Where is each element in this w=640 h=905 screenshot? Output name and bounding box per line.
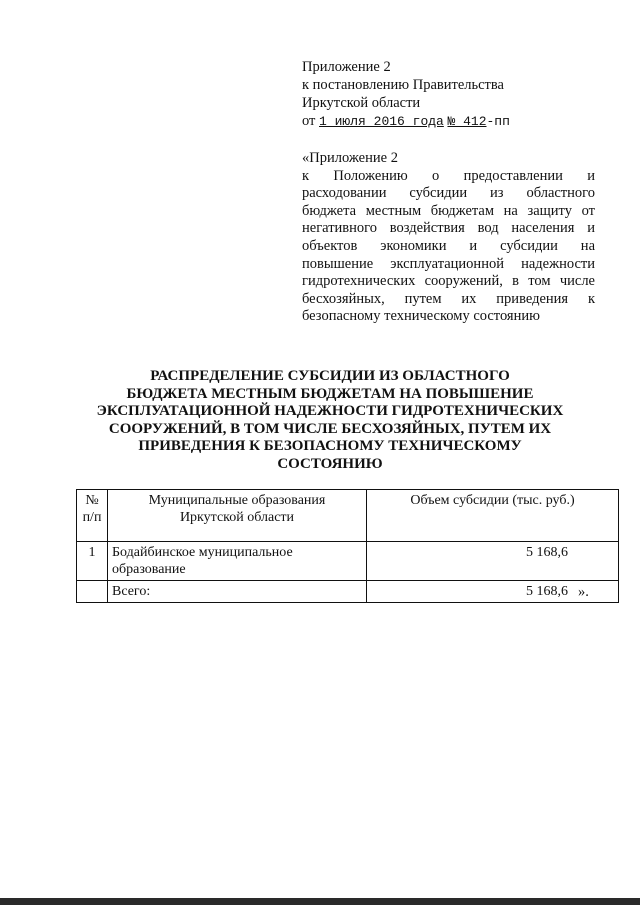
row-municipality-line-2: образование: [112, 562, 186, 577]
appendix-line-10: безопасному техническому состоянию: [302, 308, 540, 325]
row-municipality: [108, 542, 367, 581]
appendix-line-9: бесхозяйных, путем их приведения к: [302, 290, 595, 307]
approval-line-1: Приложение 2: [302, 59, 391, 75]
total-number: [77, 581, 108, 603]
appendix-line-6: объектов экономики и субсидии на: [302, 237, 595, 254]
header-municipality-line-2: Иркутской области: [179, 510, 295, 525]
header-number-cell: [77, 490, 108, 542]
header-amount-cell: [367, 490, 619, 542]
approval-number-suffix: -пп: [486, 114, 510, 129]
approval-line-3: Иркутской области: [302, 95, 421, 111]
row-municipality-line-1: Бодайбинское муниципальное: [112, 545, 293, 560]
appendix-line-1: «Приложение 2: [302, 150, 398, 166]
document-title: [80, 368, 580, 474]
title-line-6: СОСТОЯНИЮ: [277, 455, 383, 472]
header-amount: Объем субсидии (тыс. руб.): [410, 493, 575, 508]
approval-line-2: к постановлению Правительства: [302, 77, 504, 93]
approval-header: [302, 58, 602, 131]
approval-date-prefix: от: [302, 113, 316, 129]
approval-number: № 412: [447, 114, 487, 129]
title-line-1: РАСПРЕДЕЛЕНИЕ СУБСИДИИ ИЗ ОБЛАСТНОГО: [150, 368, 510, 384]
table-header-row: [77, 490, 619, 542]
header-municipality-line-1: Муниципальные образования: [148, 493, 326, 508]
scan-edge-bar: [0, 898, 640, 905]
title-line-4: СООРУЖЕНИЙ, В ТОМ ЧИСЛЕ БЕСХОЗЯЙНЫХ, ПУТЕМ ИХ: [108, 420, 552, 437]
appendix-line-5: негативного воздействия вод населения и: [302, 220, 595, 237]
appendix-line-3: расходовании субсидии из областного: [302, 185, 595, 202]
header-municipality-cell: [108, 490, 367, 542]
closing-quote-mark: ».: [578, 584, 589, 600]
appendix-line-4: бюджета местным бюджетам на защиту от: [302, 202, 595, 219]
header-number-line-1: №: [85, 493, 99, 508]
row-amount: 5 168,6: [367, 542, 619, 581]
row-number: 1: [77, 542, 108, 581]
approval-line-4: [302, 112, 602, 131]
title-line-3: ЭКСПЛУАТАЦИОННОЙ НАДЕЖНОСТИ ГИДРОТЕХНИЧЕСКИХ: [96, 403, 564, 420]
appendix-line-2: к Положению о предоставлении и: [302, 167, 595, 184]
total-label: Всего:: [108, 581, 367, 603]
total-amount: 5 168,6: [367, 581, 619, 603]
approval-date: 1 июля 2016 года: [319, 114, 444, 129]
table-total-row: [77, 581, 619, 603]
table-row: [77, 542, 619, 581]
appendix-header: [302, 150, 595, 326]
appendix-line-8: гидротехнических сооружений, в том числе: [302, 273, 595, 290]
subsidy-table: [76, 489, 619, 603]
title-line-2: БЮДЖЕТА МЕСТНЫМ БЮДЖЕТАМ НА ПОВЫШЕНИЕ: [126, 385, 534, 402]
appendix-line-7: повышение эксплуатационной надежности: [302, 255, 595, 272]
header-number-line-2: п/п: [82, 510, 102, 525]
title-line-5: ПРИВЕДЕНИЯ К БЕЗОПАСНОМУ ТЕХНИЧЕСКОМУ: [138, 438, 522, 455]
